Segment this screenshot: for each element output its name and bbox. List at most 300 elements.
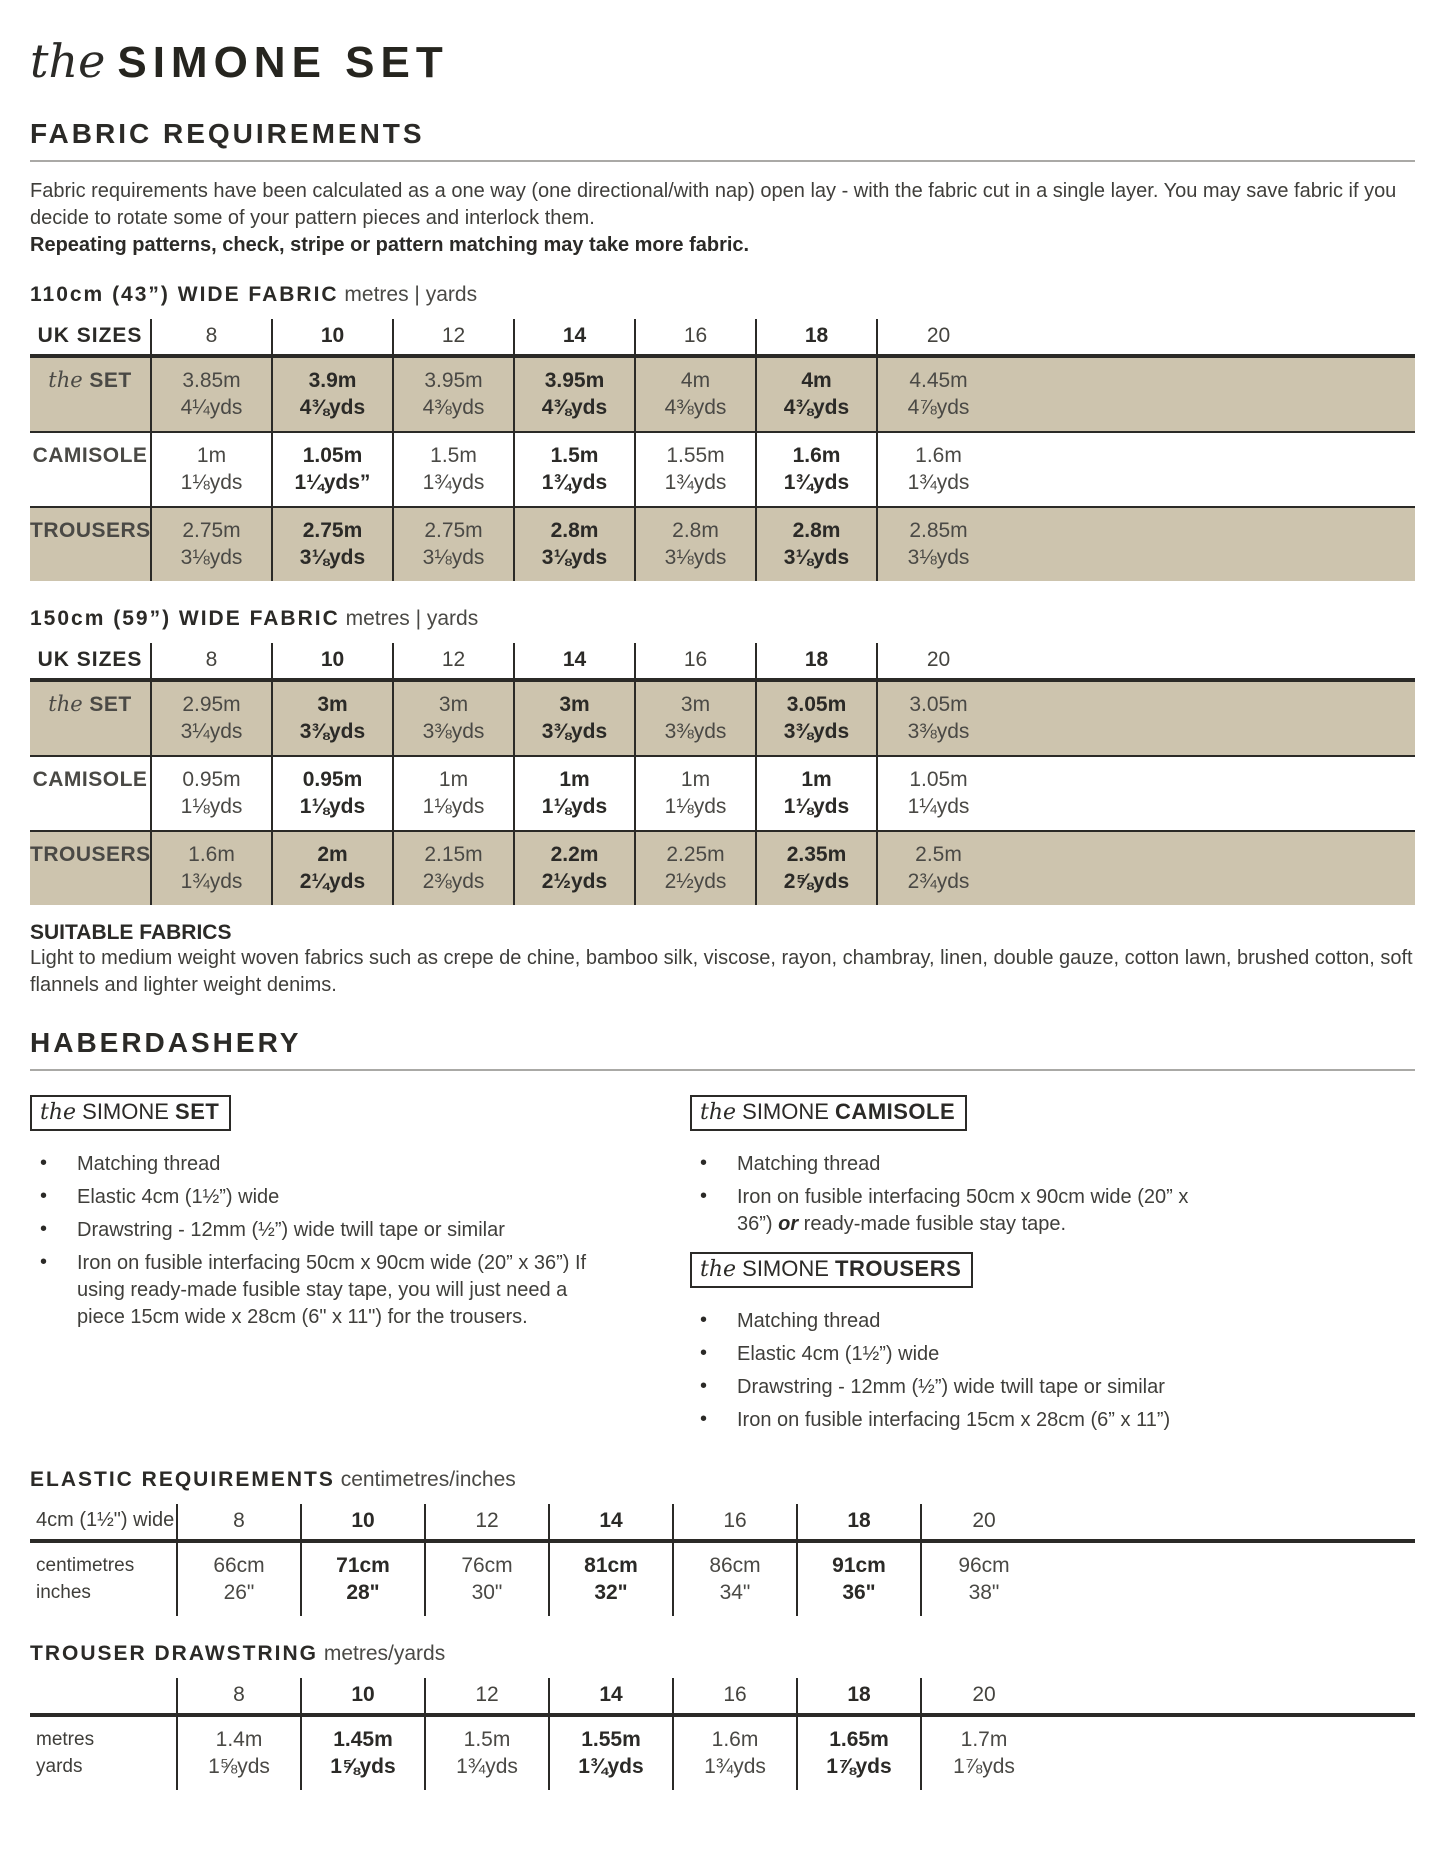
metres-value: 1.6m (188, 843, 235, 866)
value-line: 36" (842, 1581, 876, 1604)
fabric-150-heading-bold: 150cm (59”) WIDE FABRIC (30, 607, 340, 630)
yards-value: 1¾yds (907, 471, 970, 494)
value-cell (674, 1543, 798, 1616)
metres-value: 3.05m (786, 693, 847, 716)
metres-value: 3m (438, 693, 469, 716)
size-column-header: 12 (394, 319, 515, 354)
metres-value: 2.8m (550, 519, 599, 542)
uk-sizes-label: UK SIZES (30, 643, 152, 678)
fabric-amount-cell (152, 832, 273, 905)
yards-value: 1⅛yds (541, 795, 608, 818)
value-cell (178, 1543, 302, 1616)
metres-value: 2.75m (302, 519, 363, 542)
yards-value: 1⅛yds (180, 471, 243, 494)
fabric-amount-cell (636, 358, 757, 431)
metres-value: 2.85m (909, 519, 968, 542)
size-column-header: 14 (550, 1504, 674, 1539)
yards-value: 4⅜yds (664, 396, 727, 419)
plain-text: Matching thread (737, 1153, 881, 1175)
row-label-main: TROUSERS (30, 843, 151, 866)
row-label-main: SET (89, 693, 132, 716)
size-column-header: 20 (926, 324, 951, 347)
metres-value: 1.5m (550, 444, 599, 467)
yards-value: 3⅛yds (541, 546, 608, 569)
row-label-main: TROUSERS (30, 519, 151, 542)
yards-value: 3⅜yds (664, 720, 727, 743)
yards-value: 2½yds (664, 870, 727, 893)
value-line: 1.65m (829, 1728, 889, 1751)
yards-value: 1¾yds (180, 870, 243, 893)
fabric-amount-cell (757, 508, 878, 581)
value-line: 86cm (709, 1554, 761, 1577)
fabric-amount-cell (878, 433, 999, 506)
bullet-item (30, 1250, 604, 1331)
haberdashery-group (690, 1095, 1210, 1238)
metres-value: 2.25m (666, 843, 725, 866)
value-cell (798, 1717, 922, 1790)
yards-value: 2½yds (541, 870, 608, 893)
size-header-row (30, 1504, 1415, 1543)
value-line: 1⅝yds (208, 1755, 270, 1778)
bullet-item (30, 1217, 604, 1244)
yards-value: 4⅜yds (783, 396, 850, 419)
size-column-header: 14 (515, 643, 636, 678)
plain-text: Matching thread (737, 1310, 881, 1332)
table-row (30, 431, 1415, 506)
bullet-list (30, 1151, 604, 1331)
size-column-header: 10 (273, 643, 394, 678)
value-line: 34" (719, 1581, 751, 1604)
drawstring-heading-units: metres/yards (323, 1642, 446, 1665)
yards-value: 2¾yds (907, 870, 970, 893)
row-label (30, 1543, 178, 1616)
bullet-item (690, 1374, 1210, 1401)
elastic-heading-bold: ELASTIC REQUIREMENTS (30, 1468, 335, 1491)
size-column-header: 10 (273, 319, 394, 354)
fabric-amount-cell (636, 682, 757, 755)
trouser-drawstring-table (30, 1678, 1415, 1790)
size-column-header: 14 (515, 319, 636, 354)
suitable-fabrics-heading: SUITABLE FABRICS (30, 921, 232, 944)
value-line: 26" (223, 1581, 255, 1604)
metres-value: 3m (680, 693, 711, 716)
metres-value: 2.75m (182, 519, 241, 542)
size-column-header: 16 (674, 1678, 798, 1713)
metres-value: 3m (559, 693, 590, 716)
divider (30, 1069, 1415, 1071)
size-header-row (30, 643, 1415, 682)
table-corner-label: 4cm (1½") wide (30, 1504, 178, 1539)
value-line: 1¾yds (704, 1755, 766, 1778)
yards-value: 2⅜yds (422, 870, 485, 893)
fabric-amount-cell (757, 433, 878, 506)
fabric-amount-cell (515, 832, 636, 905)
value-line: 1.7m (960, 1728, 1008, 1751)
metres-value: 3.95m (544, 369, 605, 392)
fabric-amount-cell (273, 832, 394, 905)
fabric-amount-cell (757, 832, 878, 905)
bullet-list (690, 1308, 1210, 1434)
emphasis-text: or (778, 1213, 799, 1235)
row-label (30, 433, 152, 506)
fabric-amount-cell (636, 508, 757, 581)
page-title (30, 34, 1415, 88)
size-column-header: 10 (302, 1678, 426, 1713)
drawstring-heading-bold: TROUSER DRAWSTRING (30, 1642, 318, 1665)
fabric-amount-cell (636, 832, 757, 905)
intro-bold-text: Repeating patterns, check, stripe or pattern matching may take more fabric. (30, 234, 750, 256)
metres-value: 1.6m (915, 444, 962, 467)
plain-text: Drawstring - 12mm (½”) wide twill tape or similar (737, 1376, 1165, 1398)
fabric-amount-cell (394, 757, 515, 830)
value-cell (550, 1543, 674, 1616)
metres-value: 1m (438, 768, 469, 791)
metres-value: 3m (317, 693, 348, 716)
yards-value: 3⅛yds (907, 546, 970, 569)
label-name: SIMONE (736, 1256, 836, 1281)
table-row (30, 682, 1415, 755)
value-line: 76cm (461, 1554, 513, 1577)
yards-value: 1⅛yds (422, 795, 485, 818)
metres-value: 1.5m (430, 444, 477, 467)
row-label (30, 832, 152, 905)
fabric-amount-cell (878, 832, 999, 905)
fabric-amount-cell (273, 757, 394, 830)
label-variant: TROUSERS (835, 1256, 962, 1281)
metres-value: 0.95m (182, 768, 241, 791)
metres-value: 1.6m (792, 444, 841, 467)
row-label (30, 1717, 178, 1790)
table-corner-label (30, 1678, 178, 1713)
bullet-item (690, 1184, 1210, 1238)
fabric-110-heading-units: metres | yards (344, 283, 478, 306)
title-main: SIMONE SET (117, 38, 449, 87)
metres-value: 3.05m (909, 693, 968, 716)
value-line: 71cm (336, 1554, 390, 1577)
intro-paragraph (30, 178, 1415, 259)
fabric-amount-cell (757, 757, 878, 830)
yards-value: 3⅛yds (664, 546, 727, 569)
yards-value: 4⅞yds (907, 396, 970, 419)
fabric-amount-cell (273, 358, 394, 431)
size-column-header: 12 (426, 1504, 550, 1539)
fabric-amount-cell (152, 682, 273, 755)
row-label-the: the (48, 692, 90, 716)
value-line: 1⅞yds (953, 1755, 1015, 1778)
metres-value: 4.45m (909, 369, 968, 392)
yards-value: 3⅛yds (422, 546, 485, 569)
label-the: the (700, 1257, 737, 1282)
yards-value: 3¼yds (180, 720, 243, 743)
title-the: the (30, 34, 106, 88)
fabric-amount-cell (273, 682, 394, 755)
haberdashery-right-column (690, 1095, 1210, 1440)
size-column-header: 8 (152, 319, 273, 354)
value-line: 1⅝yds (330, 1755, 396, 1778)
product-label-box (690, 1252, 973, 1288)
size-column-header: 8 (152, 643, 273, 678)
bullet-item (30, 1184, 604, 1211)
metres-value: 1.05m (302, 444, 363, 467)
row-label-line: yards (36, 1756, 83, 1777)
yards-value: 1⅛yds (664, 795, 727, 818)
row-label-line: centimetres (36, 1555, 135, 1576)
fabric-amount-cell (515, 433, 636, 506)
value-cell (426, 1543, 550, 1616)
table-row (30, 1717, 1415, 1790)
fabric-amount-cell (394, 682, 515, 755)
yards-value: 3⅛yds (180, 546, 243, 569)
bullet-item (690, 1341, 1210, 1368)
yards-value: 3⅜yds (907, 720, 970, 743)
size-column-header: 20 (972, 1509, 996, 1532)
bullet-item (30, 1151, 604, 1178)
uk-sizes-label: UK SIZES (30, 319, 152, 354)
metres-value: 0.95m (302, 768, 363, 791)
metres-value: 2.5m (915, 843, 962, 866)
plain-text: Iron on fusible interfacing 50cm x 90cm wide (20” x 36”) If using ready-made fusible stay tape, you will just need a piece 15cm wide x 28cm (6" x 11") for the trousers. (77, 1252, 587, 1328)
yards-value: 1¾yds (783, 471, 850, 494)
metres-value: 2.8m (792, 519, 841, 542)
yards-value: 3⅜yds (783, 720, 850, 743)
yards-value: 1¼yds (907, 795, 970, 818)
yards-value: 3⅜yds (422, 720, 485, 743)
elastic-heading-units: centimetres/inches (340, 1468, 516, 1491)
fabric-amount-cell (273, 508, 394, 581)
fabric-amount-cell (515, 682, 636, 755)
row-label-line: inches (36, 1582, 91, 1603)
yards-value: 1¾yds (664, 471, 727, 494)
size-header-row (30, 1678, 1415, 1717)
metres-value: 2.35m (786, 843, 847, 866)
metres-value: 4m (680, 369, 711, 392)
fabric-requirements-heading: FABRIC REQUIREMENTS (30, 118, 425, 149)
metres-value: 1m (559, 768, 590, 791)
value-line: 28" (346, 1581, 380, 1604)
plain-text: Elastic 4cm (1½”) wide (77, 1186, 280, 1208)
value-line: 30" (471, 1581, 503, 1604)
size-column-header: 12 (426, 1678, 550, 1713)
value-line: 1.55m (581, 1728, 641, 1751)
metres-value: 1.55m (666, 444, 725, 467)
fabric-amount-cell (878, 757, 999, 830)
value-cell (178, 1717, 302, 1790)
haberdashery-columns (30, 1095, 1415, 1440)
yards-value: 4¼yds (180, 396, 243, 419)
value-line: 91cm (832, 1554, 886, 1577)
plain-text: Drawstring - 12mm (½”) wide twill tape or similar (77, 1219, 505, 1241)
value-line: 1.4m (215, 1728, 263, 1751)
yards-value: 2¼yds (299, 870, 366, 893)
product-label-box (30, 1095, 231, 1131)
row-label (30, 757, 152, 830)
value-line: 66cm (213, 1554, 265, 1577)
value-line: 38" (968, 1581, 1000, 1604)
label-name: SIMONE (736, 1099, 836, 1124)
elastic-requirements-heading (30, 1468, 1415, 1492)
row-label-main: CAMISOLE (32, 444, 148, 467)
value-cell (426, 1717, 550, 1790)
plain-text: Iron on fusible interfacing 15cm x 28cm (6” x 11”) (737, 1409, 1171, 1431)
value-line: 1.45m (333, 1728, 393, 1751)
metres-value: 1m (801, 768, 832, 791)
label-the: the (40, 1100, 77, 1125)
value-cell (922, 1543, 1046, 1616)
suitable-fabrics-text: Light to medium weight woven fabrics such as crepe de chine, bamboo silk, viscose, rayon, chambray, linen, double gauze, cotton lawn, brushed cotton, soft flannels and lighter weight denims. (30, 947, 1413, 996)
haberdashery-heading: HABERDASHERY (30, 1027, 302, 1058)
yards-value: 3⅜yds (299, 720, 366, 743)
yards-value: 3⅛yds (783, 546, 850, 569)
yards-value: 1⅛yds (783, 795, 850, 818)
value-cell (302, 1717, 426, 1790)
fabric-amount-cell (152, 757, 273, 830)
metres-value: 2.95m (182, 693, 241, 716)
haberdashery-group (30, 1095, 604, 1331)
size-header-row (30, 319, 1415, 358)
fabric-amount-cell (515, 508, 636, 581)
fabric-150-heading-units: metres | yards (345, 607, 479, 630)
plain-text: ready-made fusible stay tape. (798, 1213, 1067, 1235)
value-line: 1¾yds (456, 1755, 518, 1778)
size-column-header: 10 (302, 1504, 426, 1539)
metres-value: 3.9m (308, 369, 357, 392)
fabric-table-110cm (30, 319, 1415, 581)
metres-value: 2.2m (550, 843, 599, 866)
size-column-header: 16 (636, 319, 757, 354)
size-column-header: 12 (394, 643, 515, 678)
yards-value: 3⅜yds (541, 720, 608, 743)
row-label-line: metres (36, 1729, 95, 1750)
size-column-header: 20 (972, 1683, 996, 1706)
metres-value: 4m (801, 369, 832, 392)
metres-value: 3.85m (182, 369, 241, 392)
value-line: 1.5m (463, 1728, 511, 1751)
metres-value: 3.95m (424, 369, 483, 392)
row-label-the: the (48, 368, 90, 392)
trouser-drawstring-heading (30, 1642, 1415, 1666)
metres-value: 2.15m (424, 843, 483, 866)
yards-value: 4⅜yds (299, 396, 366, 419)
elastic-requirements-table (30, 1504, 1415, 1616)
table-row (30, 1543, 1415, 1616)
row-label (30, 508, 152, 581)
haberdashery-left-column (30, 1095, 604, 1440)
fabric-amount-cell (273, 433, 394, 506)
bullet-item (690, 1407, 1210, 1434)
yards-value: 1⅛yds (299, 795, 366, 818)
label-variant: SET (175, 1099, 220, 1124)
label-the: the (700, 1100, 737, 1125)
value-line: 96cm (958, 1554, 1010, 1577)
fabric-amount-cell (878, 682, 999, 755)
table-row (30, 830, 1415, 905)
value-line: 81cm (584, 1554, 638, 1577)
row-label-main: CAMISOLE (32, 768, 148, 791)
value-cell (798, 1543, 922, 1616)
size-column-header: 20 (926, 648, 951, 671)
table-row (30, 358, 1415, 431)
fabric-amount-cell (394, 433, 515, 506)
metres-value: 2m (317, 843, 348, 866)
row-label (30, 358, 152, 431)
intro-regular-text: Fabric requirements have been calculated as a one way (one directional/with nap) open lay - with the fabric cut in a single layer. You may save fabric if you decide to rotate some of your pattern pieces and interlock them. (30, 180, 1397, 229)
row-label (30, 682, 152, 755)
haberdashery-group (690, 1252, 1210, 1434)
value-line: 1¾yds (578, 1755, 644, 1778)
metres-value: 1.05m (909, 768, 968, 791)
value-cell (550, 1717, 674, 1790)
yards-value: 1¾yds (541, 471, 608, 494)
table-row (30, 755, 1415, 830)
plain-text: Matching thread (77, 1153, 221, 1175)
value-cell (922, 1717, 1046, 1790)
yards-value: 2⅝yds (783, 870, 850, 893)
fabric-amount-cell (515, 358, 636, 431)
row-label-main: SET (89, 369, 132, 392)
plain-text: Elastic 4cm (1½”) wide (737, 1343, 940, 1365)
fabric-amount-cell (515, 757, 636, 830)
metres-value: 2.75m (424, 519, 483, 542)
size-column-header: 18 (798, 1678, 922, 1713)
fabric-amount-cell (152, 358, 273, 431)
label-name: SIMONE (76, 1099, 176, 1124)
bullet-item (690, 1308, 1210, 1335)
bullet-list (690, 1151, 1210, 1238)
value-line: 1.6m (711, 1728, 759, 1751)
fabric-amount-cell (394, 358, 515, 431)
value-line: 1⅞yds (826, 1755, 892, 1778)
fabric-amount-cell (394, 832, 515, 905)
value-line: 32" (594, 1581, 628, 1604)
yards-value: 4⅜yds (541, 396, 608, 419)
yards-value: 3⅛yds (299, 546, 366, 569)
size-column-header: 14 (550, 1678, 674, 1713)
yards-value: 1¼yds” (294, 471, 371, 494)
fabric-amount-cell (757, 682, 878, 755)
metres-value: 1m (680, 768, 711, 791)
fabric-150-heading (30, 607, 1415, 631)
fabric-110-heading-bold: 110cm (43”) WIDE FABRIC (30, 283, 339, 306)
bullet-item (690, 1151, 1210, 1178)
divider (30, 160, 1415, 162)
size-column-header: 8 (178, 1678, 302, 1713)
metres-value: 2.8m (672, 519, 719, 542)
product-label-box (690, 1095, 967, 1131)
yards-value: 4⅜yds (422, 396, 485, 419)
fabric-amount-cell (152, 508, 273, 581)
metres-value: 1m (196, 444, 227, 467)
fabric-amount-cell (394, 508, 515, 581)
fabric-amount-cell (636, 433, 757, 506)
size-column-header: 18 (798, 1504, 922, 1539)
size-column-header: 16 (674, 1504, 798, 1539)
yards-value: 1¾yds (422, 471, 485, 494)
fabric-amount-cell (152, 433, 273, 506)
fabric-amount-cell (878, 508, 999, 581)
fabric-table-150cm (30, 643, 1415, 905)
value-cell (674, 1717, 798, 1790)
size-column-header: 16 (636, 643, 757, 678)
fabric-amount-cell (636, 757, 757, 830)
value-cell (302, 1543, 426, 1616)
plain-text: Iron on fusible interfacing 50cm x 90cm wide (20” x 36”) (737, 1186, 1189, 1235)
table-row (30, 506, 1415, 581)
size-column-header: 18 (757, 319, 878, 354)
label-variant: CAMISOLE (835, 1099, 956, 1124)
size-column-header: 8 (178, 1504, 302, 1539)
fabric-amount-cell (878, 358, 999, 431)
size-column-header: 18 (757, 643, 878, 678)
